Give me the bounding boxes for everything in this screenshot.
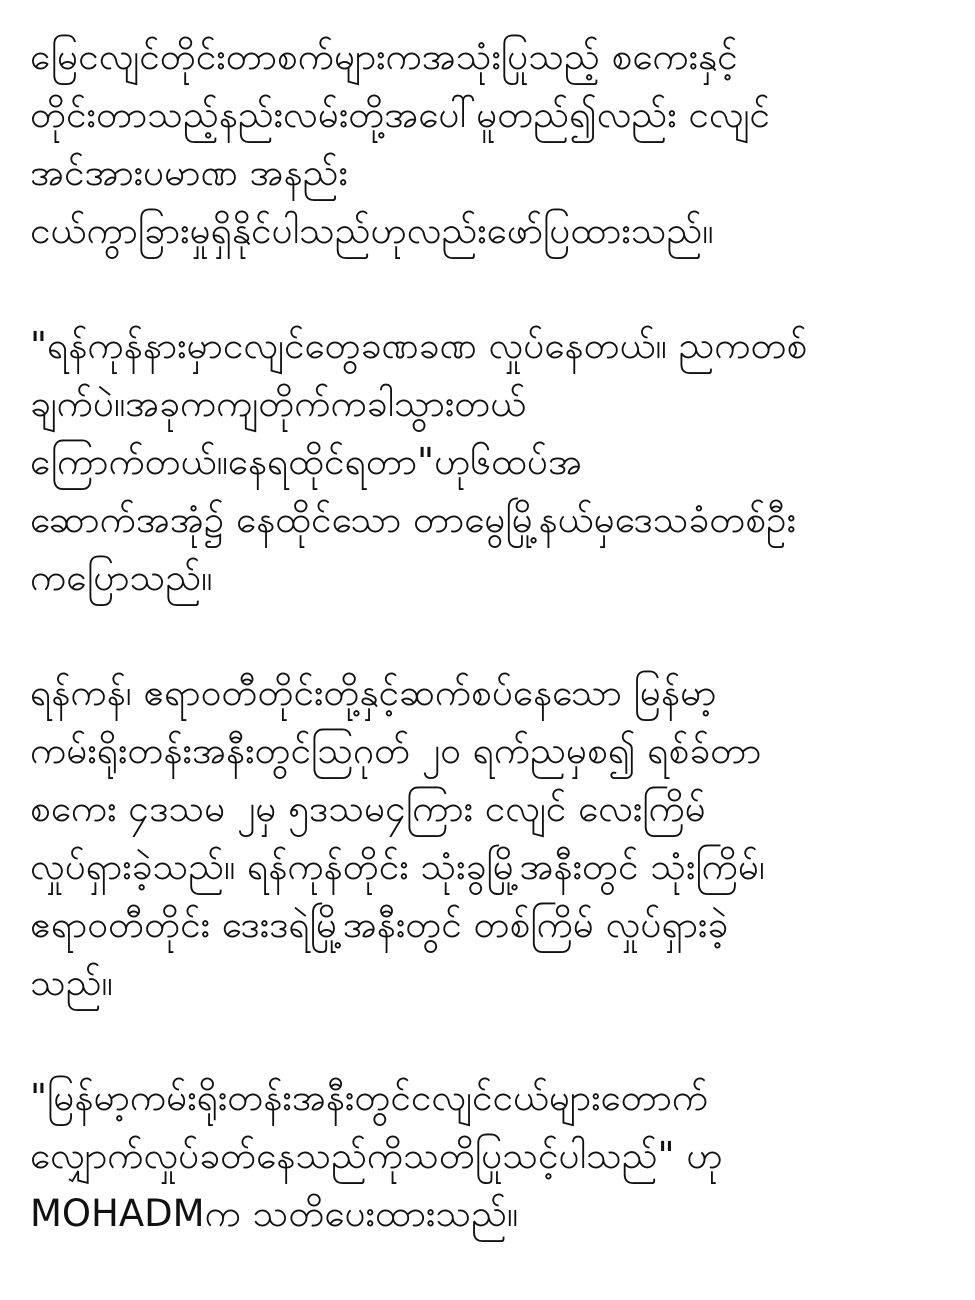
paragraph-4 <box>30 1069 960 1243</box>
text-line: လှုပ်ရှားခဲ့သည်။ ရန်ကုန်တိုင်း သုံးခွမြို့အနီးတွင် သုံးကြိမ်၊ <box>30 845 765 888</box>
text-line: ကြောက်တယ်။နေရထိုင်ရတာ"ဟု၆ထပ်အ <box>30 440 582 483</box>
text-line: ကပြောသည်။ <box>30 556 213 599</box>
text-line: စကေး ၄ဒသမ ၂မှ ၅ဒသမ၄ကြား ငလျင် လေးကြိမ် <box>30 787 706 830</box>
text-line: MOHADMက သတိပေးထားသည်။ <box>30 1192 519 1235</box>
text-line: လျှောက်လှုပ်ခတ်နေသည်ကိုသတိပြုသင့်ပါသည်" ဟု <box>30 1134 723 1177</box>
text-line: ရန်ကန်၊ ဧရာဝတီတိုင်းတို့နှင့်ဆက်စပ်နေသော မြန်မာ့ <box>30 671 717 714</box>
text-line: ငယ်ကွာခြားမှုရှိနိုင်ပါသည်ဟုလည်းဖော်ပြထားသည်။ <box>30 209 714 252</box>
text-line: မြေငလျင်တိုင်းတာစက်များကအသုံးပြုသည့် စကေးနှင့် <box>30 35 738 78</box>
text-line: ကမ်းရိုးတန်းအနီးတွင်ဩဂုတ် ၂၀ ရက်ညမှစ၍ ရစ်ခ်တာ <box>30 729 762 772</box>
text-line: "ရန်ကုန်နားမှာငလျင်တွေခဏခဏ လှုပ်နေတယ်။ ညကတစ် <box>30 324 808 367</box>
paragraph-2 <box>30 317 960 607</box>
text-line: ဆောက်အအုံ၌ နေထိုင်သော တာမွေမြို့နယ်မှဒေသခံတစ်ဦး <box>30 498 796 541</box>
text-line: တိုင်းတာသည့်နည်းလမ်းတို့အပေါ်မူတည်၍လည်း ငလျင် <box>30 93 770 136</box>
text-line: "မြန်မာ့ကမ်းရိုးတန်းအနီးတွင်ငလျင်ငယ်များတောက် <box>30 1076 709 1119</box>
text-line: သည်။ <box>30 961 113 1004</box>
text-line: အင်အားပမာဏ အနည်း <box>30 151 348 194</box>
text-line: ချက်ပဲ။အခုကကျတိုက်ကခါသွားတယ် <box>30 382 527 425</box>
text-line: ဧရာဝတီတိုင်း ဒေးဒရဲမြို့အနီးတွင် တစ်ကြိမ် လှုပ်ရှားခဲ့ <box>30 903 729 946</box>
paragraph-1 <box>30 28 960 260</box>
article-body <box>30 28 960 1300</box>
paragraph-3 <box>30 664 960 1012</box>
